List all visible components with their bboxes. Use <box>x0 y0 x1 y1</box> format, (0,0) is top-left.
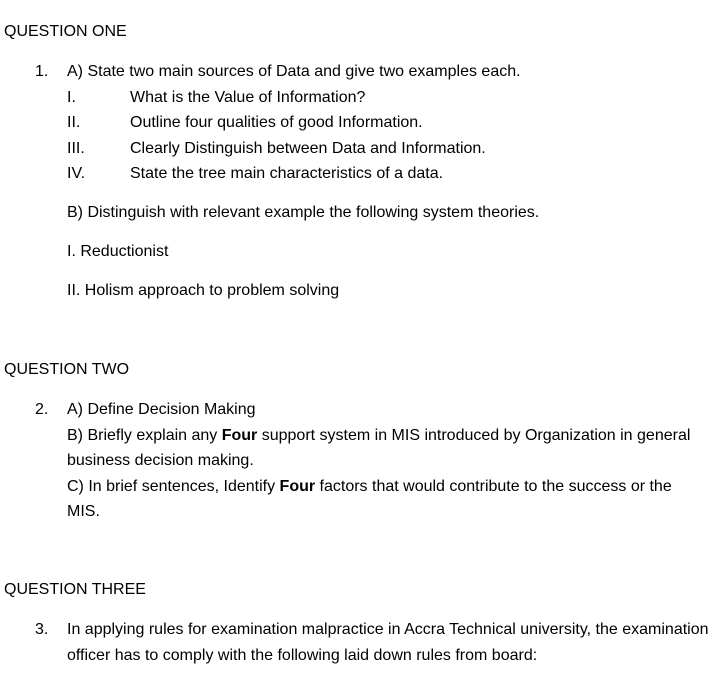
q3-line1: In applying rules for examination malpractice in Accra Technical university, the examination <box>67 621 709 638</box>
q3-line2: officer has to comply with the following laid down rules from board: <box>67 647 538 664</box>
question-one-number: 1. <box>35 63 49 80</box>
q2-part-c <box>67 477 672 497</box>
q1-theory-holism: II. Holism approach to problem solving <box>67 282 340 299</box>
question-two-heading: QUESTION TWO <box>4 361 130 378</box>
q1-subitem-label: I. <box>67 89 76 106</box>
question-three-number: 3. <box>35 621 49 638</box>
q2-part-b-pre: B) Briefly explain any <box>67 427 222 444</box>
q2-part-c-line2: MIS. <box>67 503 100 520</box>
q2-part-b <box>67 426 690 446</box>
q2-part-c-pre: C) In brief sentences, Identify <box>67 478 280 495</box>
q1-subitem-text: What is the Value of Information? <box>130 89 366 106</box>
q2-part-c-post: factors that would contribute to the success or the <box>315 478 672 495</box>
q1-subitem-label: II. <box>67 114 81 131</box>
q2-part-b-line2: business decision making. <box>67 452 254 469</box>
question-three-heading: QUESTION THREE <box>4 581 146 598</box>
q2-part-b-bold: Four <box>221 427 258 444</box>
question-one-heading: QUESTION ONE <box>4 23 127 40</box>
q2-part-a: A) Define Decision Making <box>67 401 256 418</box>
q1-part-b: B) Distinguish with relevant example the following system theories. <box>67 204 540 221</box>
q1-part-a: A) State two main sources of Data and give two examples each. <box>67 63 521 80</box>
q1-subitem-label: IV. <box>67 165 86 182</box>
q1-theory-reductionist: I. Reductionist <box>67 243 169 260</box>
q1-subitem-text: State the tree main characteristics of a data. <box>130 165 444 182</box>
q2-part-c-bold: Four <box>279 478 316 495</box>
q1-subitem-text: Outline four qualities of good Information. <box>130 114 423 131</box>
q1-subitem-text: Clearly Distinguish between Data and Information. <box>130 140 486 157</box>
q2-part-b-post: support system in MIS introduced by Organization in general <box>257 427 691 444</box>
question-two-number: 2. <box>35 401 49 418</box>
q1-subitem-label: III. <box>67 140 85 157</box>
